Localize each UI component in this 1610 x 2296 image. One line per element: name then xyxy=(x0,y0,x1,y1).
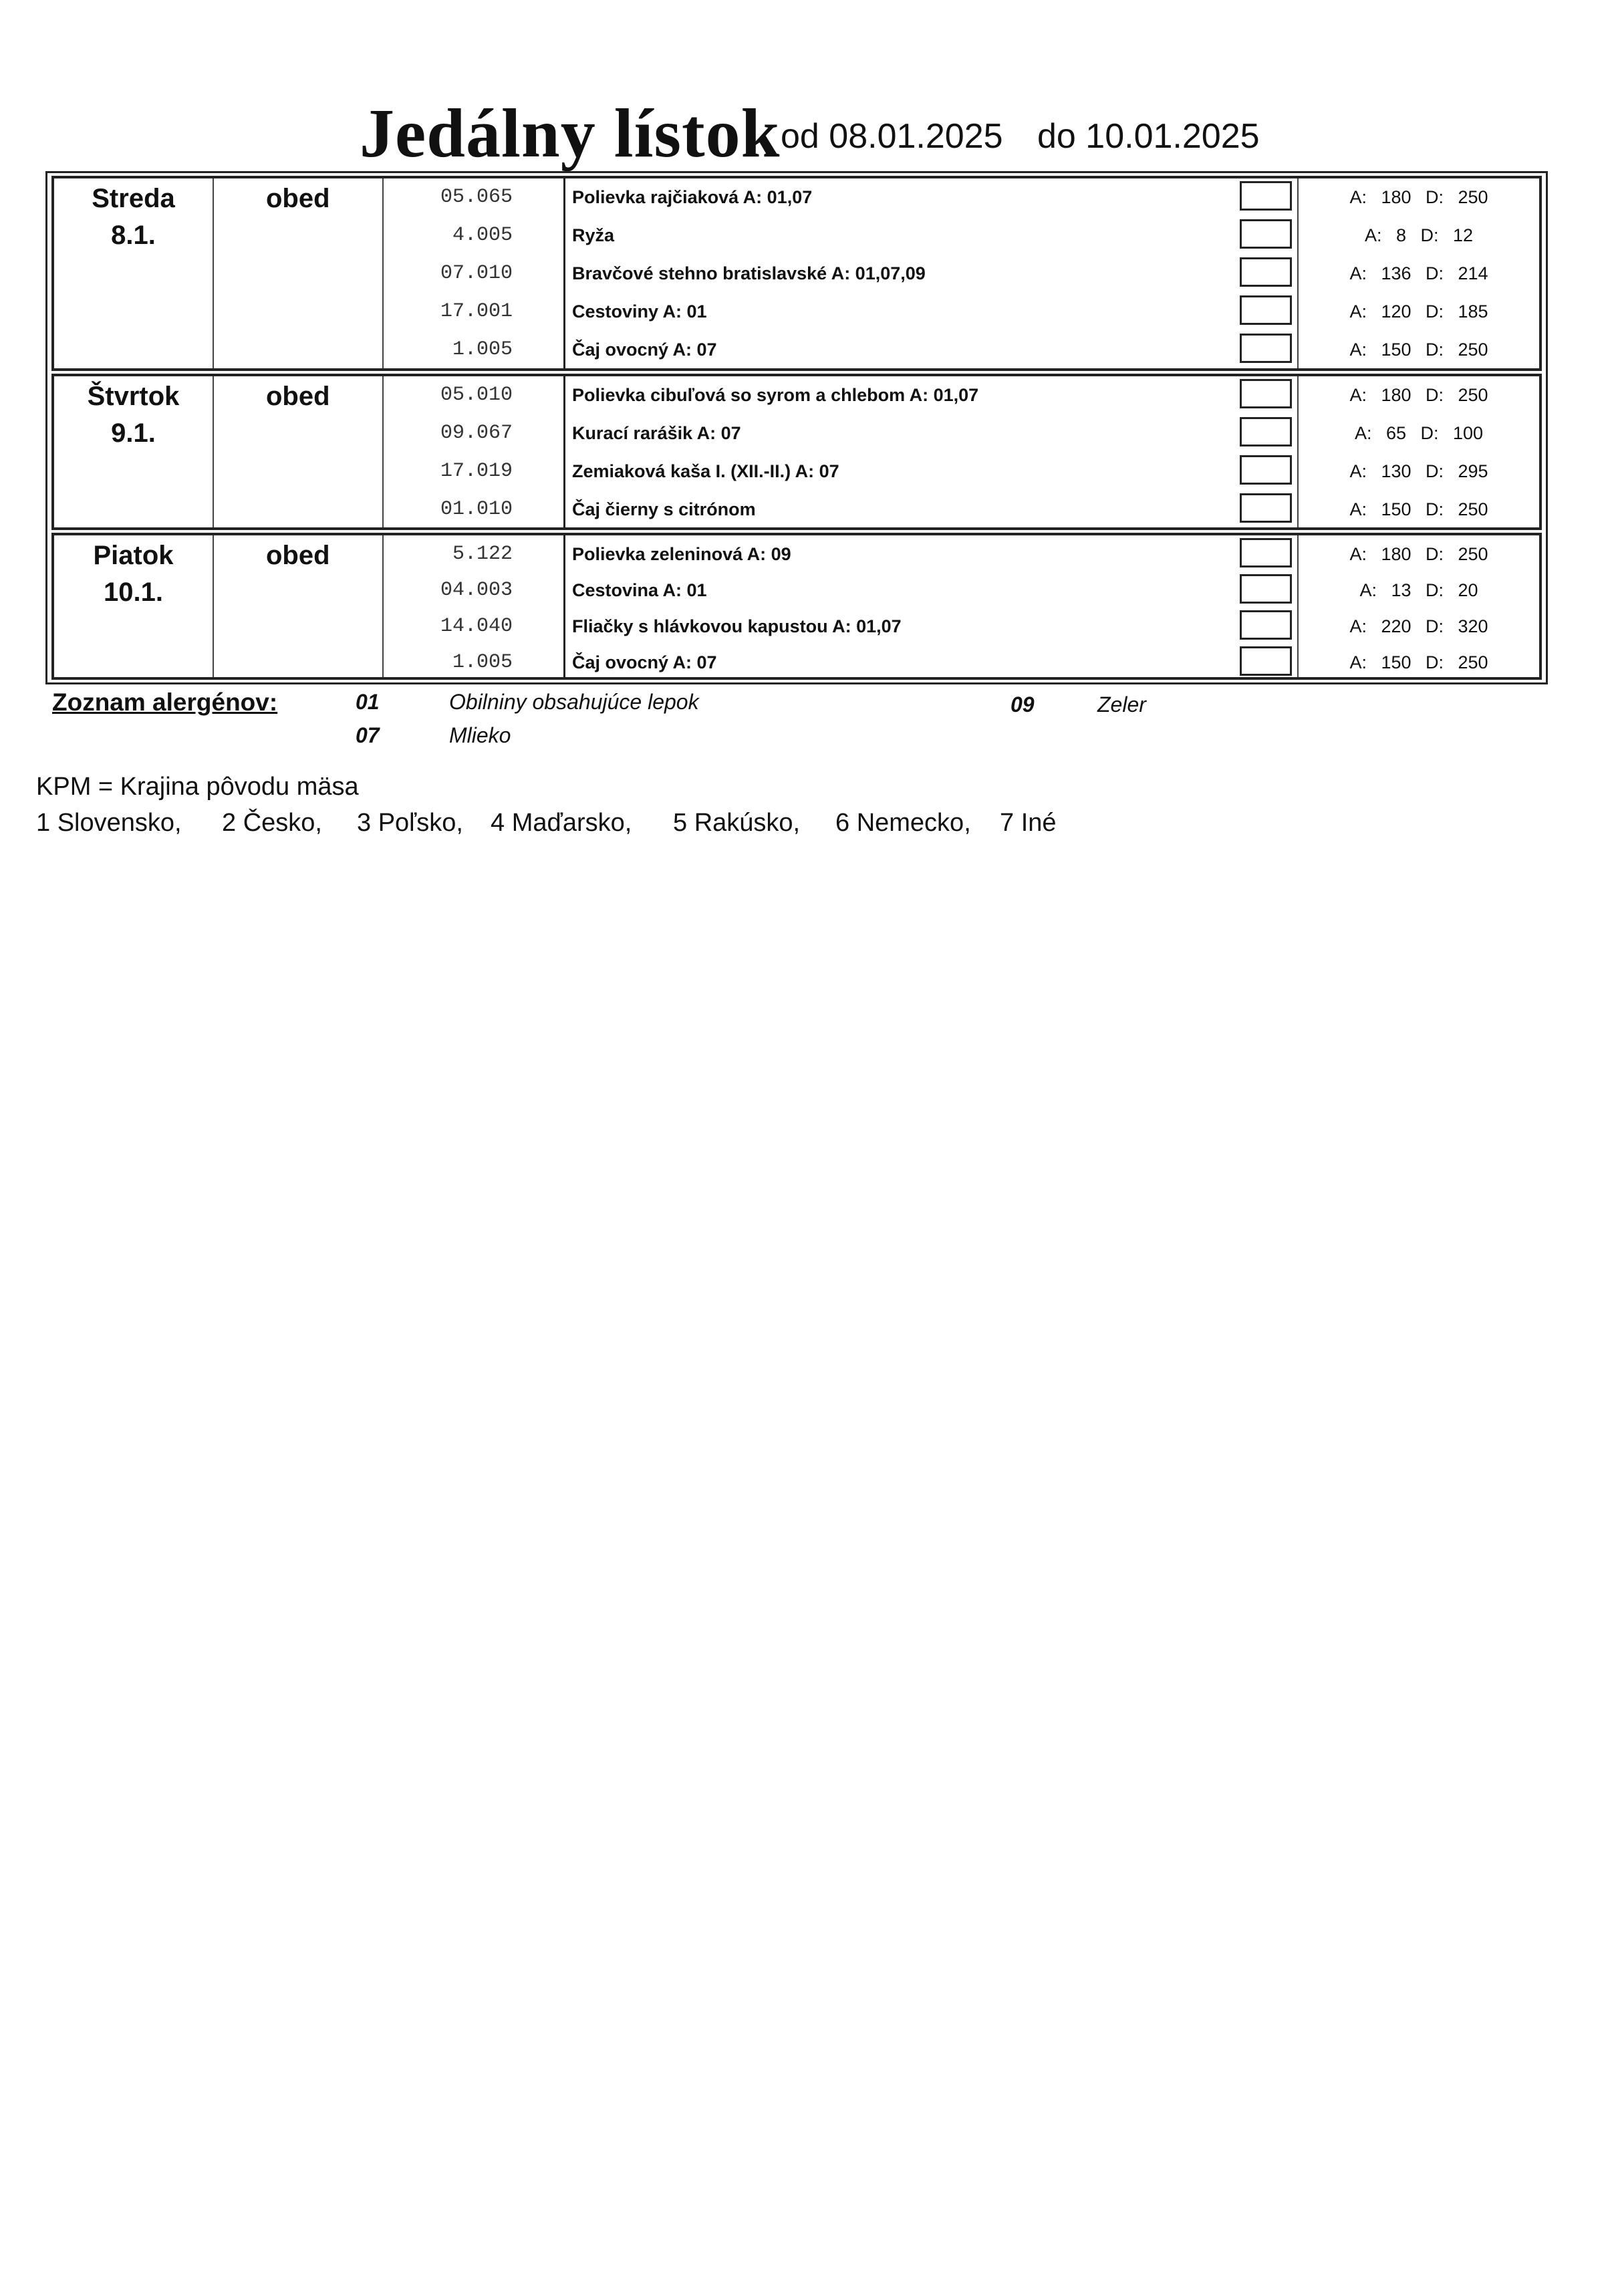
item-code: 1.005 xyxy=(452,338,513,361)
order-checkbox[interactable] xyxy=(1240,574,1292,604)
country-item: 5 Rakúsko, xyxy=(673,809,801,837)
country-item: 6 Nemecko, xyxy=(835,809,971,837)
portion-size: A: 120 D: 185 xyxy=(1349,301,1488,322)
portion-size: A: 150 D: 250 xyxy=(1349,652,1488,672)
portion-size: A: 65 D: 100 xyxy=(1354,423,1484,443)
item-code: 09.067 xyxy=(440,422,513,444)
checkbox-column xyxy=(1237,376,1299,527)
portion-size: A: 130 D: 295 xyxy=(1349,461,1488,481)
dish-name: Čaj ovocný A: 07 xyxy=(572,652,717,672)
portion-column xyxy=(1299,178,1539,368)
dish-name: Bravčové stehno bratislavské A: 01,07,09 xyxy=(572,263,926,283)
dish-name: Čaj čierny s citrónom xyxy=(572,499,756,519)
meal-name: obed xyxy=(266,382,330,411)
page-title: Jedálny lístok xyxy=(360,95,781,172)
allergen-name: Mlieko xyxy=(449,723,511,747)
day-cell xyxy=(54,376,214,527)
day-cell xyxy=(54,178,214,368)
code-column xyxy=(384,535,565,677)
portion-size: A: 220 D: 320 xyxy=(1349,616,1488,636)
day-block-streda xyxy=(51,176,1542,371)
dish-column xyxy=(565,376,1237,527)
meal-cell xyxy=(214,376,384,527)
menu-header xyxy=(0,94,1610,180)
portion-size: A: 180 D: 250 xyxy=(1349,187,1488,207)
item-code: 01.010 xyxy=(440,498,513,521)
dish-name: Polievka cibuľová so syrom a chlebom A: 01,07 xyxy=(572,385,979,405)
order-checkbox[interactable] xyxy=(1240,334,1292,363)
code-column xyxy=(384,376,565,527)
portion-size: A: 136 D: 214 xyxy=(1349,263,1488,283)
portion-column xyxy=(1299,535,1539,677)
order-checkbox[interactable] xyxy=(1240,455,1292,485)
allergen-name: Obilniny obsahujúce lepok xyxy=(449,690,699,714)
item-code: 5.122 xyxy=(452,543,513,565)
country-item: 1 Slovensko, xyxy=(36,809,182,837)
order-checkbox[interactable] xyxy=(1240,219,1292,249)
dish-name: Polievka zeleninová A: 09 xyxy=(572,544,791,564)
day-name: Streda xyxy=(92,184,175,213)
country-item: 3 Poľsko, xyxy=(357,809,463,837)
day-cell xyxy=(54,535,214,677)
item-code: 05.065 xyxy=(440,186,513,209)
checkbox-column xyxy=(1237,178,1299,368)
day-block-piatok xyxy=(51,533,1542,680)
day-name: Piatok xyxy=(93,541,174,570)
day-name: Štvrtok xyxy=(87,382,180,411)
item-code: 17.019 xyxy=(440,460,513,483)
order-checkbox[interactable] xyxy=(1240,493,1292,523)
dish-name: Zemiaková kaša I. (XII.-II.) A: 07 xyxy=(572,461,839,481)
item-code: 17.001 xyxy=(440,300,513,323)
country-item: 2 Česko, xyxy=(222,809,322,837)
kpm-legend: KPM = Krajina pôvodu mäsa xyxy=(36,773,359,801)
order-checkbox[interactable] xyxy=(1240,610,1292,640)
dish-name: Cestoviny A: 01 xyxy=(572,301,707,322)
country-list xyxy=(36,805,1573,845)
day-date: 10.1. xyxy=(104,578,163,607)
portion-column xyxy=(1299,376,1539,527)
meat-origin-legend xyxy=(36,769,1573,845)
code-column xyxy=(384,178,565,368)
allergen-name: Zeler xyxy=(1097,692,1146,717)
order-checkbox[interactable] xyxy=(1240,538,1292,567)
order-checkbox[interactable] xyxy=(1240,181,1292,211)
meal-name: obed xyxy=(266,184,330,213)
allergen-code: 01 xyxy=(356,690,380,714)
portion-size: A: 180 D: 250 xyxy=(1349,385,1488,405)
order-checkbox[interactable] xyxy=(1240,417,1292,447)
checkbox-column xyxy=(1237,535,1299,677)
meal-cell xyxy=(214,535,384,677)
portion-size: A: 8 D: 12 xyxy=(1364,225,1474,245)
item-code: 1.005 xyxy=(452,651,513,674)
allergen-list-title: Zoznam alergénov: xyxy=(52,688,278,716)
order-checkbox[interactable] xyxy=(1240,379,1292,408)
dish-name: Čaj ovocný A: 07 xyxy=(572,340,717,360)
dish-name: Fliačky s hlávkovou kapustou A: 01,07 xyxy=(572,616,902,636)
dish-name: Cestovina A: 01 xyxy=(572,580,707,600)
portion-size: A: 13 D: 20 xyxy=(1359,580,1478,600)
country-item: 4 Maďarsko, xyxy=(491,809,632,837)
day-block-stvrtok xyxy=(51,374,1542,530)
item-code: 05.010 xyxy=(440,384,513,406)
day-date: 9.1. xyxy=(111,418,156,448)
item-code: 14.040 xyxy=(440,615,513,638)
day-date: 8.1. xyxy=(111,221,156,250)
order-checkbox[interactable] xyxy=(1240,295,1292,325)
order-checkbox[interactable] xyxy=(1240,257,1292,287)
meal-cell xyxy=(214,178,384,368)
dish-name: Kurací rarášik A: 07 xyxy=(572,423,741,443)
portion-size: A: 150 D: 250 xyxy=(1349,340,1488,360)
allergen-code: 09 xyxy=(1011,692,1035,717)
allergen-list xyxy=(0,686,1610,759)
item-code: 04.003 xyxy=(440,579,513,602)
dish-name: Ryža xyxy=(572,225,615,245)
date-to: do 10.01.2025 xyxy=(1037,117,1260,156)
dish-column xyxy=(565,535,1237,677)
meal-name: obed xyxy=(266,541,330,570)
dish-column xyxy=(565,178,1237,368)
allergen-code: 07 xyxy=(356,723,380,747)
order-checkbox[interactable] xyxy=(1240,646,1292,676)
country-item: 7 Iné xyxy=(1000,809,1057,837)
item-code: 4.005 xyxy=(452,224,513,247)
menu-table xyxy=(45,171,1548,684)
portion-size: A: 180 D: 250 xyxy=(1349,544,1488,564)
portion-size: A: 150 D: 250 xyxy=(1349,499,1488,519)
date-from: od 08.01.2025 xyxy=(781,117,1003,156)
dish-name: Polievka rajčiaková A: 01,07 xyxy=(572,187,813,207)
item-code: 07.010 xyxy=(440,262,513,285)
